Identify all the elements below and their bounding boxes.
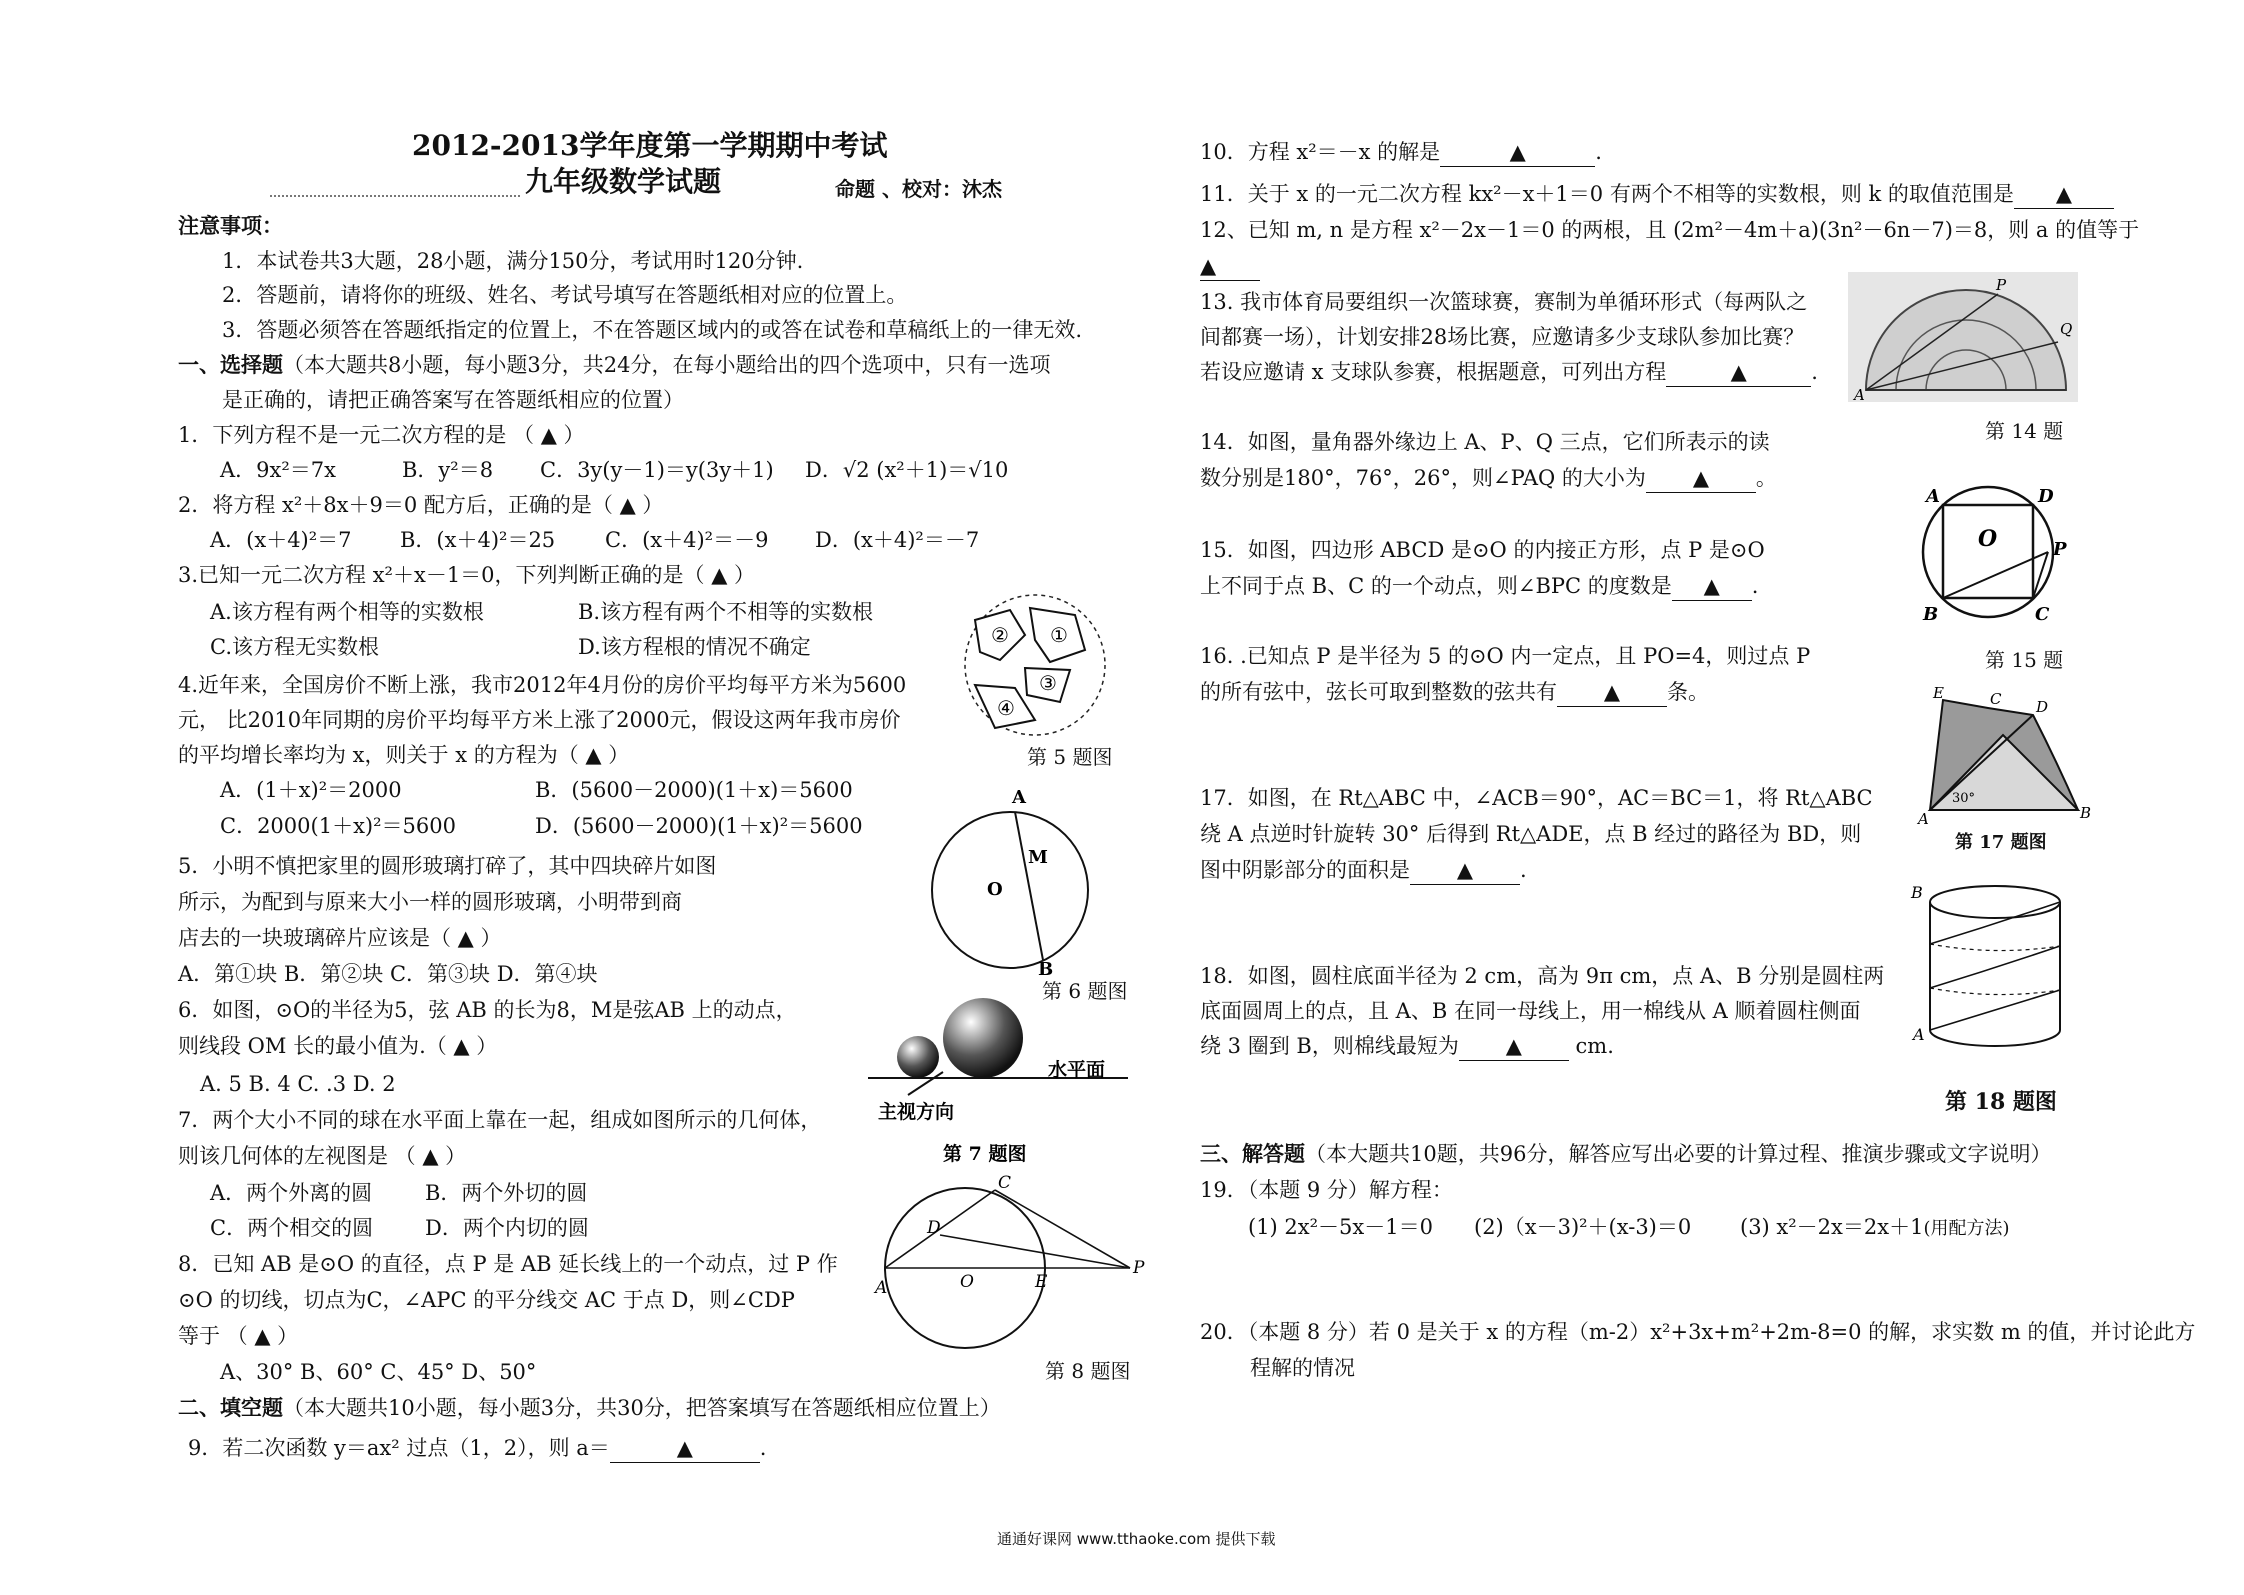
fig8-label-a: A [875, 1278, 888, 1298]
q7-option-a: A．两个外离的圆 [210, 1181, 373, 1205]
fig8-label-o: O [960, 1272, 974, 1292]
fig6-label-m: M [1028, 847, 1048, 868]
figure-17-rotated-triangle [1908, 684, 2092, 840]
figure-7-two-spheres [868, 990, 1148, 1165]
q2-stem: 2．将方程 x²＋8x＋9＝0 配方后，正确的是（ ▲ ） [178, 493, 664, 517]
q19-head: 19．（本题 9 分）解方程： [1200, 1178, 1453, 1202]
caption-fig8: 第 8 题图 [1045, 1359, 1131, 1383]
fig5-label-3: ③ [1039, 671, 1057, 695]
note-item: 2．答题前，请将你的班级、姓名、考试号填写在答题纸相对应的位置上。 [222, 283, 908, 307]
q15-line2: 上不同于点 B、C 的一个动点，则∠BPC 的度数是 ▲ . [1200, 572, 1758, 601]
note-item: 3．答题必须答在答题纸指定的位置上，不在答题区域内的或答在试卷和草稿纸上的一律无效. [222, 318, 1083, 342]
fig14-label-q: Q [2060, 320, 2073, 338]
fig8-label-c: C [998, 1173, 1012, 1193]
fig18-label-a: A [1913, 1025, 1925, 1044]
q18-line: 底面圆周上的点，且 A、B 在同一母线上，用一棉线从 A 顺着圆柱侧面 [1200, 999, 1861, 1023]
fig15-label-c: C [2035, 604, 2050, 625]
fig15-label-b: B [1923, 604, 1939, 625]
fig14-label-p: P [1996, 276, 2007, 294]
q4-option-a: A．(1＋x)²＝2000 [220, 778, 402, 802]
q12: 12、已知 m, n 是方程 x²－2x－1＝0 的两根，且 (2m²－4m＋a)(3n²－6n－7)＝8，则 a 的值等于 [1200, 218, 2140, 242]
q11: 11．关于 x 的一元二次方程 kx²－x＋1＝0 有两个不相等的实数根，则 k 的取值范围是 ▲ [1200, 180, 2114, 209]
q8-line: 等于 （ ▲ ） [178, 1324, 299, 1348]
caption-fig7: 第 7 题图 [943, 1143, 1027, 1165]
fig6-label-b: B [1038, 959, 1054, 980]
q7-line: 7．两个大小不同的球在水平面上靠在一起，组成如图所示的几何体， [178, 1108, 822, 1132]
fig8-label-e: E [1035, 1272, 1048, 1292]
section1-desc: 是正确的，请把正确答案写在答题纸相应的位置） [222, 388, 684, 412]
figure-5-glass-shards [955, 590, 1115, 740]
q6-line: 则线段 OM 长的最小值为.（ ▲ ） [178, 1034, 498, 1058]
q1-option-b: B．y²＝8 [402, 458, 494, 482]
q16-line2: 的所有弦中，弦长可取到整数的弦共有 ▲ 条。 [1200, 678, 1709, 707]
fig5-label-1: ① [1050, 623, 1068, 647]
q4-option-b: B．(5600－2000)(1＋x)＝5600 [535, 778, 853, 802]
figure-14-protractor [1848, 272, 2078, 402]
fig18-label-b: B [1911, 883, 1923, 902]
q7-line: 则该几何体的左视图是 （ ▲ ） [178, 1144, 467, 1168]
fig8-label-p: P [1133, 1258, 1145, 1278]
fig6-label-o: O [987, 879, 1003, 900]
fig17-label-e: E [1933, 684, 1944, 702]
q3-option-d: D.该方程根的情况不确定 [578, 635, 811, 659]
fig15-label-o: O [1978, 526, 1998, 552]
label-view-direction: 主视方向 [878, 1101, 955, 1123]
q19-part3: (3) x²－2x＝2x＋1(用配方法) [1740, 1215, 2010, 1239]
figure-8-tangent [875, 1175, 1145, 1350]
caption-fig18: 第 18 题图 [1945, 1089, 2057, 1115]
fig6-label-a: A [1012, 787, 1026, 808]
q15-line: 15．如图，四边形 ABCD 是⊙O 的内接正方形，点 P 是⊙O [1200, 538, 1765, 562]
label-horizontal: 水平面 [1048, 1059, 1106, 1081]
q18-line3: 绕 3 圈到 B，则棉线最短为 ▲ cm. [1200, 1032, 1614, 1061]
fig8-label-d: D [927, 1218, 941, 1238]
q3-option-a: A.该方程有两个相等的实数根 [210, 600, 484, 624]
caption-fig14: 第 14 题 [1985, 419, 2064, 443]
note-item: 1．本试卷共3大题，28小题，满分150分，考试用时120分钟. [222, 249, 804, 273]
fig17-label-angle: 30° [1952, 791, 1976, 806]
q13-line3: 若设应邀请 x 支球队参赛，根据题意，可列出方程 ▲ . [1200, 358, 1818, 387]
section2-header: 二、填空题（本大题共10小题，每小题3分，共30分，把答案填写在答题纸相应位置上） [178, 1395, 1001, 1420]
q1-stem: 1．下列方程不是一元二次方程的是 （ ▲ ） [178, 423, 585, 447]
fig15-label-p: P [2053, 539, 2067, 560]
q2-option-a: A．(x＋4)²＝7 [210, 528, 352, 552]
q3-stem: 3.已知一元二次方程 x²＋x－1＝0，下列判断正确的是（ ▲ ） [178, 563, 756, 587]
figure-15-inscribed-square [1908, 480, 2088, 630]
exam-subtitle: 九年级数学试题 [525, 165, 722, 198]
q1-option-a: A．9x²＝7x [220, 458, 336, 482]
fig17-label-a: A [1918, 810, 1929, 828]
q2-option-d: D．(x＋4)²＝－7 [815, 528, 980, 552]
q18-line: 18．如图，圆柱底面半径为 2 cm，高为 9π cm，点 A、B 分别是圆柱两 [1200, 964, 1885, 988]
q8-line: ⊙O 的切线，切点为C，∠APC 的平分线交 AC 于点 D，则∠CDP [178, 1288, 795, 1312]
figure-6-circle-chord [915, 775, 1095, 980]
q4-line: 的平均增长率均为 x，则关于 x 的方程为（ ▲ ） [178, 743, 630, 767]
q13-line: 间都赛一场），计划安排28场比赛，应邀请多少支球队参加比赛？ [1200, 325, 1805, 349]
q9: 9．若二次函数 y＝ax² 过点（1，2），则 a＝ ▲ . [188, 1434, 766, 1463]
q16-line: 16. .已知点 P 是半径为 5 的⊙O 内一定点，且 PO=4，则过点 P [1200, 644, 1811, 668]
notes-heading: 注意事项： [178, 213, 283, 238]
caption-fig5: 第 5 题图 [1027, 745, 1113, 769]
figure-18-cylinder [1905, 880, 2080, 1060]
q17-line: 绕 A 点逆时针旋转 30° 后得到 Rt△ADE，点 B 经过的路径为 BD，则 [1200, 822, 1862, 846]
fig17-label-d: D [2036, 698, 2049, 716]
q17-line: 17．如图，在 Rt△ABC 中，∠ACB＝90°，AC＝BC＝1，将 Rt△ABC [1200, 786, 1873, 810]
fig14-label-a: A [1854, 386, 1865, 404]
fig17-label-b: B [2080, 804, 2092, 822]
q14-line: 14．如图，量角器外缘边上 A、P、Q 三点，它们所表示的读 [1200, 430, 1770, 454]
q6-options: A. 5 B. 4 C. .3 D. 2 [200, 1072, 396, 1096]
q5-line: 5．小明不慎把家里的圆形玻璃打碎了，其中四块碎片如图 [178, 854, 717, 878]
exam-author: 命题 、校对：沐杰 [835, 177, 1002, 201]
q4-option-c: C．2000(1＋x)²＝5600 [220, 814, 456, 838]
q8-line: 8．已知 AB 是⊙O 的直径，点 P 是 AB 延长线上的一个动点，过 P 作 [178, 1252, 838, 1276]
q19-part2: (2)（x－3)²＋(x-3)＝0 [1474, 1215, 1692, 1239]
q7-option-d: D．两个内切的圆 [425, 1216, 589, 1240]
q4-line: 元， 比2010年同期的房价平均每平方米上涨了2000元，假设这两年我市房价 [178, 708, 901, 732]
q4-option-d: D．(5600－2000)(1＋x)²＝5600 [535, 814, 863, 838]
small-sphere [897, 1036, 939, 1078]
q7-option-c: C．两个相交的圆 [210, 1216, 374, 1240]
q4-line: 4.近年来，全国房价不断上涨，我市2012年4月份的房价平均每平方米为5600 [178, 673, 907, 697]
fig5-label-2: ② [991, 623, 1009, 647]
q3-option-c: C.该方程无实数根 [210, 635, 379, 659]
fig15-label-d: D [2038, 486, 2054, 507]
q12-answer: ▲ [1200, 252, 1260, 281]
large-sphere [943, 998, 1023, 1078]
fig5-label-4: ④ [997, 696, 1015, 720]
q7-option-b: B．两个外切的圆 [425, 1181, 588, 1205]
q10: 10．方程 x²＝－x 的解是 ▲ . [1200, 138, 1602, 167]
caption-fig17: 第 17 题图 [1955, 832, 2047, 853]
q8-options: A、30° B、60° C、45° D、50° [220, 1360, 537, 1384]
q1-option-d: D．√2 (x²＋1)＝√10 [805, 458, 1009, 482]
title-dotted-line [270, 195, 520, 197]
q5-options: A．第①块 B．第②块 C．第③块 D．第④块 [178, 962, 598, 986]
q17-line3: 图中阴影部分的面积是 ▲ . [1200, 856, 1527, 885]
fig17-label-c: C [1990, 690, 2002, 708]
section3-header: 三、解答题（本大题共10题，共96分，解答应写出必要的计算过程、推演步骤或文字说明） [1200, 1141, 2052, 1166]
q5-line: 所示，为配到与原来大小一样的圆形玻璃，小明带到商 [178, 890, 682, 914]
fig15-label-a: A [1926, 486, 1940, 507]
q2-option-b: B．(x＋4)²＝25 [400, 528, 556, 552]
section1-header: 一、选择题（本大题共8小题，每小题3分，共24分，在每小题给出的四个选项中，只有一选项 [178, 352, 1051, 377]
caption-fig15: 第 15 题 [1985, 648, 2064, 672]
caption-fig6: 第 6 题图 [1042, 979, 1128, 1003]
q2-option-c: C．(x＋4)²＝－9 [605, 528, 769, 552]
q13-line: 13. 我市体育局要组织一次篮球赛，赛制为单循环形式（每两队之 [1200, 290, 1808, 314]
q5-line: 店去的一块玻璃碎片应该是（ ▲ ） [178, 926, 502, 950]
page-footer: 通通好课网 www.tthaoke.com 提供下载 [997, 1530, 1276, 1548]
q3-option-b: B.该方程有两个不相等的实数根 [578, 600, 874, 624]
q20-line: 程解的情况 [1250, 1356, 1355, 1380]
q19-part1: (1) 2x²－5x－1＝0 [1248, 1215, 1433, 1239]
q14-line2: 数分别是180°，76°，26°，则∠PAQ 的大小为 ▲ 。 [1200, 464, 1777, 493]
q20-line: 20．（本题 8 分）若 0 是关于 x 的方程（m-2）x²+3x+m²+2m-8=0 的解，求实数 m 的值，并讨论此方 [1200, 1320, 2196, 1344]
q1-option-c: C．3y(y－1)＝y(3y＋1) [540, 458, 774, 482]
q6-line: 6．如图，⊙O的半径为5，弦 AB 的长为8，M是弦AB 上的动点， [178, 998, 797, 1022]
exam-title: 2012-2013学年度第一学期期中考试 [412, 129, 888, 162]
